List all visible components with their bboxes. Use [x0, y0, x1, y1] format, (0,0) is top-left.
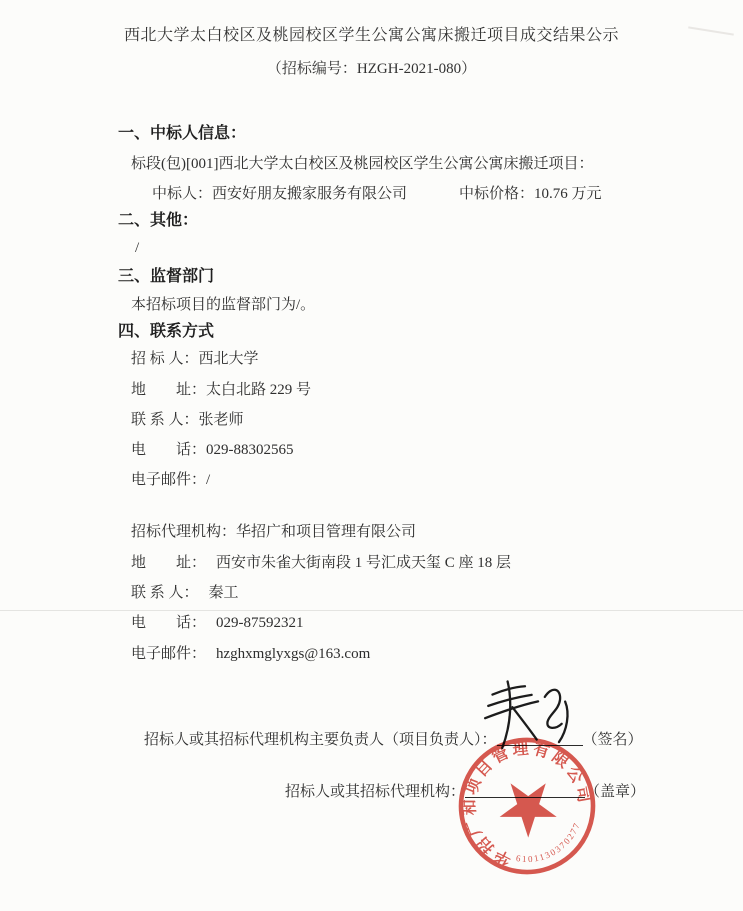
seal-number-text: 6101130370277	[515, 820, 583, 865]
tenderer-email-row	[131, 471, 210, 490]
tenderer-email-value: /	[206, 472, 211, 488]
tenderer-name-label: 招 标 人：	[131, 351, 199, 367]
tenderer-contact-label: 联 系 人：	[131, 412, 199, 428]
agency-address-label: 地 址：	[131, 555, 207, 571]
tenderer-address-label: 地 址：	[131, 382, 207, 398]
page-title: 西北大学太白校区及桃园校区学生公寓公寓床搬迁项目成交结果公示	[123, 27, 619, 44]
section3-content: 本招标项目的监督部门为/。	[131, 297, 316, 313]
signature1-suffix: （签名）	[582, 732, 643, 748]
company-seal	[447, 726, 607, 886]
agency-email-row	[131, 645, 370, 664]
signature1-label: 招标人或其招标代理机构主要负责人（项目负责人）：	[144, 732, 497, 748]
agency-phone-value: 029-87592321	[216, 615, 304, 631]
tenderer-contact-value: 张老师	[198, 412, 244, 428]
tenderer-phone-label: 电 话：	[131, 442, 207, 458]
agency-contact-row	[131, 584, 239, 603]
seal-star-icon	[487, 767, 565, 844]
tenderer-email-label: 电子邮件：	[131, 472, 207, 488]
signature2-label: 招标人或其招标代理机构：	[285, 784, 466, 800]
seal-group	[447, 726, 607, 886]
agency-address-row	[131, 554, 511, 573]
section2-heading: 二、其他：	[118, 212, 199, 229]
tenderer-address-value: 太白北路 229 号	[206, 382, 312, 398]
agency-contact-value: 秦工	[208, 585, 239, 601]
agency-phone-row	[131, 614, 304, 633]
tenderer-name-value: 西北大学	[198, 351, 259, 367]
seal-company-text: 华招广和项目管理有限公司	[461, 740, 593, 869]
winner-label: 中标人：	[152, 186, 213, 202]
section4-heading: 四、联系方式	[118, 323, 215, 340]
winner-name: 西安好朋友搬家服务有限公司	[212, 186, 408, 202]
tenderer-contact-row	[131, 411, 244, 430]
signature2-suffix: （盖章）	[585, 784, 646, 800]
section3-heading: 三、监督部门	[118, 268, 215, 285]
tender-number-subtitle: （招标编号：HZGH-2021-080）	[266, 61, 477, 77]
agency-name-label: 招标代理机构：	[131, 524, 237, 540]
lot-line: 标段(包)[001]西北大学太白校区及桃园校区学生公寓公寓床搬迁项目：	[131, 156, 594, 172]
price-value: 10.76 万元	[534, 186, 602, 202]
agency-email-label: 电子邮件：	[131, 646, 207, 662]
tenderer-phone-row	[131, 441, 294, 460]
winner-row	[152, 185, 602, 204]
section1-heading: 一、中标人信息：	[118, 125, 247, 142]
scan-artifact-line	[0, 610, 743, 611]
section2-content: /	[135, 240, 140, 256]
agency-contact-label: 联 系 人：	[131, 585, 199, 601]
agency-phone-label: 电 话：	[131, 615, 207, 631]
tenderer-name-row	[131, 350, 259, 369]
agency-name-row	[131, 523, 416, 542]
tenderer-phone-value: 029-88302565	[206, 442, 294, 458]
tenderer-address-row	[131, 381, 311, 400]
agency-name-value: 华招广和项目管理有限公司	[236, 524, 417, 540]
agency-address-value: 西安市朱雀大街南段 1 号汇成天玺 C 座 18 层	[216, 555, 512, 571]
price-label: 中标价格：	[459, 186, 535, 202]
agency-email-value: hzghxmglyxgs@163.com	[216, 646, 371, 662]
